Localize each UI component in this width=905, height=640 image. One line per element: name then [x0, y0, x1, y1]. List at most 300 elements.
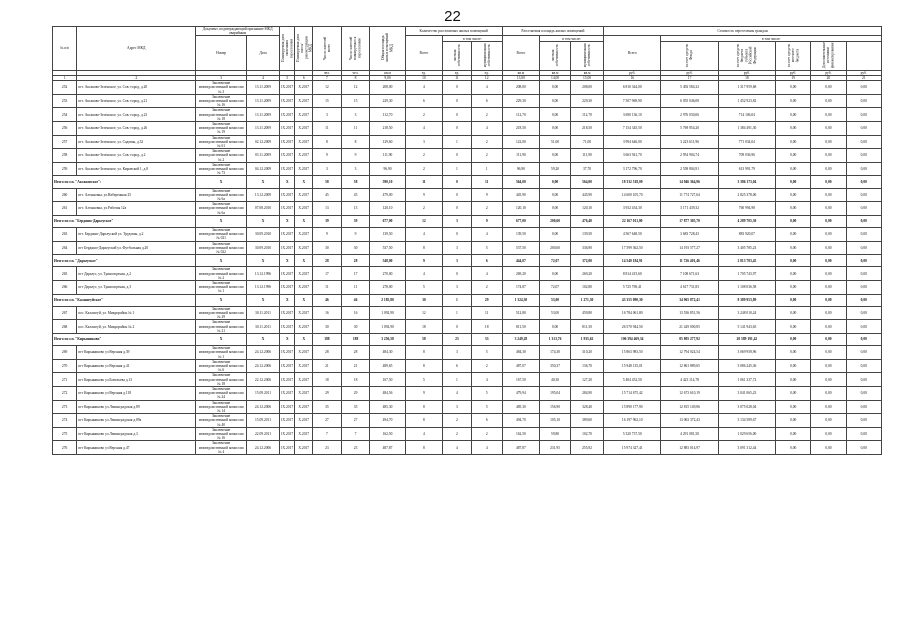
row-plan-demolition: X.2017: [295, 306, 313, 320]
unit-cost-fund: руб.: [661, 70, 718, 75]
row-area-total: 96,90: [502, 162, 539, 176]
row-cost-local: 0,00: [776, 162, 811, 176]
row-count-total: 9: [405, 387, 442, 401]
table-row: [53, 81, 882, 95]
subtotal-label: Итого по г.п. "Калашгуйское": [53, 294, 196, 306]
row-count-municipal: 4: [471, 81, 502, 95]
row-address: пгт. Алтыновка, ул.Набережная 25: [77, 188, 196, 202]
row-count-municipal: 11: [471, 176, 502, 188]
row-cost-extra: 0,00: [811, 359, 846, 373]
row-cost-subject: 3 086 245,36: [718, 359, 775, 373]
row-cost-subject: 760 994,98: [718, 202, 775, 216]
row-residents-plan: 188: [341, 334, 370, 346]
row-total-area: 1 092,90: [370, 306, 405, 320]
row-total-area: 484,56: [370, 387, 405, 401]
row-total-area: 120,10: [370, 202, 405, 216]
row-area-total: 269,20: [502, 267, 539, 281]
row-count-municipal: 2: [471, 359, 502, 373]
header-area-group: Расселяемая площадь жилых помещений: [502, 27, 603, 36]
row-cost-extra: 0,00: [811, 306, 846, 320]
row-number: 252: [53, 81, 77, 95]
row-date: 30.11.2011: [246, 306, 279, 320]
row-document: X: [196, 176, 247, 188]
row-plan-relocation: IX.2017: [280, 81, 295, 95]
row-cost-extra-2: 0,00: [846, 94, 881, 108]
column-number: 5: [280, 75, 295, 80]
row-residents-plan: 9: [341, 227, 370, 241]
row-area-municipal: 476,40: [571, 215, 604, 227]
subtotal-row: [53, 334, 882, 346]
row-count-municipal: 11: [471, 306, 502, 320]
subtotal-label: Итого по г.п. "Кирьяниково": [53, 334, 196, 346]
row-number: 267: [53, 306, 77, 320]
row-cost-subject: 8 389 953,89: [718, 294, 775, 306]
row-count-total: 4: [405, 227, 442, 241]
row-area-municipal: 284,90: [571, 387, 604, 401]
row-residents: 9: [313, 227, 342, 241]
row-cost-subject: 3 041 065,23: [718, 387, 775, 401]
row-cost-extra: 0,00: [811, 227, 846, 241]
row-count-total: 8: [405, 346, 442, 360]
row-count-municipal: 5: [471, 346, 502, 360]
row-area-private: 0,00: [540, 188, 571, 202]
row-area-municipal: 37,70: [571, 162, 604, 176]
row-area-total: 3 249,28: [502, 334, 539, 346]
row-residents-plan: 39: [341, 215, 370, 227]
row-residents: 3: [313, 108, 342, 122]
row-cost-total: 106 394 469,34: [604, 334, 661, 346]
row-number: 275: [53, 427, 77, 441]
row-residents-plan: 46: [341, 294, 370, 306]
row-cost-local: 0,00: [776, 135, 811, 149]
row-count-total: 2: [405, 202, 442, 216]
row-area-municipal: 336,90: [571, 241, 604, 255]
row-count-private: 3: [443, 241, 472, 255]
row-cost-subject: 709 036,96: [718, 149, 775, 163]
header-doc-number: Номер: [196, 36, 247, 70]
row-date: 13.11.2009: [246, 94, 279, 108]
row-count-total: 2: [405, 162, 442, 176]
row-cost-fund: 12 794 024,54: [661, 346, 718, 360]
row-cost-local: 0,00: [776, 81, 811, 95]
header-count-including: в том числе:: [443, 36, 503, 42]
row-document: Заключение межведомственной комиссии № 40: [196, 414, 247, 428]
row-count-total: 58: [405, 334, 442, 346]
row-area-private: 0,00: [540, 227, 571, 241]
row-area-private: 231,95: [540, 441, 571, 455]
row-plan-demolition: X.2017: [295, 373, 313, 387]
row-area-total: 494,70: [502, 414, 539, 428]
header-doc-date: Дата: [246, 36, 279, 70]
header-area-including: в том числе:: [540, 36, 604, 42]
row-count-total: 4: [405, 121, 442, 135]
column-number: 20: [811, 75, 846, 80]
row-document: Заключение межведомственной комиссии № 14: [196, 400, 247, 414]
row-cost-extra-2: 0,00: [846, 373, 881, 387]
row-cost-local: 0,00: [776, 227, 811, 241]
row-count-total: 8: [405, 359, 442, 373]
row-cost-local: 0,00: [776, 215, 811, 227]
row-cost-local: 0,00: [776, 334, 811, 346]
column-number: 1: [53, 75, 77, 80]
row-area-total: 485,30: [502, 400, 539, 414]
row-residents: 188: [313, 334, 342, 346]
table-row: [53, 387, 882, 401]
row-count-municipal: 4: [471, 267, 502, 281]
row-area-private: 156,90: [540, 400, 571, 414]
row-residents-plan: 17: [341, 267, 370, 281]
row-cost-subject: 1 705 743,97: [718, 267, 775, 281]
row-cost-subject: 771 034,04: [718, 135, 775, 149]
row-count-private: 0: [443, 121, 472, 135]
row-address: пгт. Аксаково-Зеленское, ул. Садовая, д.32: [77, 135, 196, 149]
row-cost-total: 7 154 345,50: [604, 121, 661, 135]
row-cost-subject: 4 289 705,30: [718, 215, 775, 227]
row-plan-relocation: IX.2017: [280, 162, 295, 176]
row-residents: 28: [313, 255, 342, 267]
row-total-area: 162,50: [370, 427, 405, 441]
row-residents: 17: [313, 267, 342, 281]
row-cost-extra-2: 0,00: [846, 202, 881, 216]
row-document: Заключение межведомственной комиссии № 18: [196, 108, 247, 122]
table-row: [53, 227, 882, 241]
column-number: 9,00: [370, 75, 405, 80]
row-cost-fund: 13 063 372,43: [661, 414, 718, 428]
row-cost-total: 14 600 105,70: [604, 188, 661, 202]
row-cost-fund: 12 883 014,97: [661, 441, 718, 455]
row-cost-total: 5 320 737,50: [604, 427, 661, 441]
row-cost-local: 0,00: [776, 387, 811, 401]
row-count-total: 5: [405, 280, 442, 294]
row-count-total: 8: [405, 400, 442, 414]
row-cost-subject: 1 452 923,82: [718, 94, 775, 108]
row-residents-plan: 12: [341, 81, 370, 95]
table-row: [53, 427, 882, 441]
row-area-municipal: 102,80: [571, 280, 604, 294]
row-cost-local: 0,00: [776, 359, 811, 373]
column-number: 19: [776, 75, 811, 80]
row-plan-relocation: IX.2017: [280, 135, 295, 149]
row-residents: 7: [313, 427, 342, 441]
unit-count-municipal: ед.: [471, 70, 502, 75]
row-count-total: 2: [405, 149, 442, 163]
column-number: 15,00: [571, 75, 604, 80]
row-residents-plan: 30: [341, 241, 370, 255]
row-count-total: 12: [405, 306, 442, 320]
row-total-area: 167,50: [370, 373, 405, 387]
row-date: 13.12.1996: [246, 267, 279, 281]
row-plan-demolition: X.2017: [295, 441, 313, 455]
row-number: 274: [53, 414, 77, 428]
row-total-area: 489,65: [370, 359, 405, 373]
row-count-total: 9: [405, 188, 442, 202]
row-cost-total: 16 197 962,10: [604, 414, 661, 428]
row-document: Заключение межведомственной комиссии № 18: [196, 373, 247, 387]
row-area-private: 0,00: [540, 320, 571, 334]
row-residents-plan: 11: [341, 280, 370, 294]
row-count-private: 25: [443, 334, 472, 346]
row-count-private: 3: [443, 215, 472, 227]
unit-residents: чел.: [313, 70, 342, 75]
row-date: 22.09.2011: [246, 427, 279, 441]
row-count-private: 0: [443, 176, 472, 188]
row-plan-demolition: X: [295, 255, 313, 267]
row-address: пгт Кирьяниково ул Ленинградская д.89а: [77, 414, 196, 428]
row-count-private: 2: [443, 427, 472, 441]
row-count-total: 8: [405, 441, 442, 455]
row-plan-relocation: IX.2017: [280, 306, 295, 320]
row-plan-relocation: IX.2017: [280, 346, 295, 360]
row-cost-extra: 0,00: [811, 255, 846, 267]
row-count-municipal: 2: [471, 135, 502, 149]
row-cost-extra: 0,00: [811, 373, 846, 387]
row-count-total: 18: [405, 320, 442, 334]
row-total-area: 494,70: [370, 414, 405, 428]
row-area-municipal: 459,80: [571, 306, 604, 320]
row-address: пгт Кирьяниково ул Верхняя д.118: [77, 387, 196, 401]
table-row: [53, 267, 882, 281]
row-count-private: 0: [443, 188, 472, 202]
row-total-area: 548,00: [370, 255, 405, 267]
unit-cost-extra-2: руб.: [846, 70, 881, 75]
row-count-total: 6: [405, 94, 442, 108]
row-count-municipal: 29: [471, 294, 502, 306]
row-count-private: 3: [443, 280, 472, 294]
row-residents: 21: [313, 359, 342, 373]
row-area-total: 162,50: [502, 427, 539, 441]
row-cost-local: 0,00: [776, 94, 811, 108]
header-residents-plan: Число жителей планируемых к переселению: [341, 27, 370, 71]
row-cost-fund: 6 055 046,08: [661, 94, 718, 108]
row-count-municipal: 2: [471, 149, 502, 163]
row-area-private: 195,04: [540, 387, 571, 401]
row-cost-total: 5 725 769,41: [604, 280, 661, 294]
row-cost-extra-2: 0,00: [846, 176, 881, 188]
row-date: X: [246, 176, 279, 188]
row-area-private: 200,60: [540, 215, 571, 227]
row-plan-demolition: X.2017: [295, 320, 313, 334]
row-plan-relocation: IX.2017: [280, 241, 295, 255]
row-area-municipal: 111,90: [571, 149, 604, 163]
row-date: 24.12.2006: [246, 346, 279, 360]
row-area-municipal: 136,70: [571, 359, 604, 373]
row-area-municipal: 328,40: [571, 400, 604, 414]
row-cost-extra-2: 0,00: [846, 400, 881, 414]
row-cost-fund: 12 673 610,19: [661, 387, 718, 401]
row-total-area: 278,00: [370, 280, 405, 294]
row-count-municipal: 6: [471, 255, 502, 267]
row-cost-local: 0,00: [776, 294, 811, 306]
row-total-area: 96,90: [370, 162, 405, 176]
row-area-private: 0,00: [540, 108, 571, 122]
row-plan-demolition: X.2017: [295, 414, 313, 428]
row-area-municipal: 71,00: [571, 135, 604, 149]
row-cost-subject: 3 134 589,67: [718, 414, 775, 428]
row-document: Заключение межведомственной комиссии № 6а: [196, 188, 247, 202]
row-cost-total: 5 484 452,50: [604, 373, 661, 387]
row-cost-extra-2: 0,00: [846, 188, 881, 202]
header-plan-demolition: Планируемая дата сноса/реконструкции МКД: [295, 27, 313, 71]
row-date: X: [246, 215, 279, 227]
row-date: 24.12.2006: [246, 441, 279, 455]
header-area-municipal: муниципальная собственность: [571, 42, 604, 70]
row-cost-local: 0,00: [776, 427, 811, 441]
row-plan-relocation: IX.2017: [280, 202, 295, 216]
row-residents: 58: [313, 176, 342, 188]
row-cost-local: 0,00: [776, 414, 811, 428]
row-cost-fund: 2 558 804,91: [661, 162, 718, 176]
row-area-municipal: 127,20: [571, 373, 604, 387]
row-area-total: 112,70: [502, 108, 539, 122]
table-body: [53, 81, 882, 455]
row-count-private: 3: [443, 346, 472, 360]
row-cost-extra-2: 0,00: [846, 135, 881, 149]
row-cost-extra: 0,00: [811, 149, 846, 163]
row-cost-fund: 4 423 114,78: [661, 373, 718, 387]
row-total-area: 112,70: [370, 108, 405, 122]
row-document: Заключение межведомственной комиссии № 16: [196, 94, 247, 108]
row-document: Заключение межведомственной комиссии № 6а: [196, 202, 247, 216]
row-cost-subject: 5 141 943,65: [718, 320, 775, 334]
row-address: пгт. Алтыновка, ул.Рабочая 12а: [77, 202, 196, 216]
subtotal-row: [53, 176, 882, 188]
row-count-municipal: 6: [471, 94, 502, 108]
row-number: 265: [53, 267, 77, 281]
header-cost-fund: за счет средств Фонда: [661, 42, 718, 70]
row-number: 269: [53, 346, 77, 360]
row-date: 04.12.2009: [246, 162, 279, 176]
row-count-private: 0: [443, 320, 472, 334]
row-cost-fund: 14 193 577,27: [661, 241, 718, 255]
row-count-private: 1: [443, 373, 472, 387]
row-count-total: 4: [405, 81, 442, 95]
header-cost-subject: за счет средств бюджета субъекта Российской Федерации: [718, 42, 775, 70]
row-plan-relocation: X: [280, 255, 295, 267]
row-plan-relocation: IX.2017: [280, 400, 295, 414]
row-plan-relocation: IX.2017: [280, 267, 295, 281]
row-count-private: 2: [443, 414, 472, 428]
row-plan-relocation: IX.2017: [280, 427, 295, 441]
row-plan-demolition: X.2017: [295, 108, 313, 122]
row-residents: 30: [313, 320, 342, 334]
row-plan-relocation: X: [280, 334, 295, 346]
subtotal-row: [53, 294, 882, 306]
row-residents-plan: 15: [341, 94, 370, 108]
row-cost-extra-2: 0,00: [846, 81, 881, 95]
row-cost-extra-2: 0,00: [846, 359, 881, 373]
row-cost-local: 0,00: [776, 176, 811, 188]
row-number: 270: [53, 359, 77, 373]
row-document: Заключение межведомственной комиссии № 022: [196, 241, 247, 255]
row-document: Заключение межведомственной комиссии № 29: [196, 306, 247, 320]
row-residents-plan: 3: [341, 108, 370, 122]
row-cost-fund: 11 774 727,64: [661, 188, 718, 202]
row-number: 260: [53, 188, 77, 202]
header-count-private: частная собственность: [443, 42, 472, 70]
row-cost-extra-2: 0,00: [846, 255, 881, 267]
row-total-area: 677,00: [370, 215, 405, 227]
row-total-area: 139,50: [370, 227, 405, 241]
row-count-municipal: 2: [471, 202, 502, 216]
column-number: 2: [77, 75, 196, 80]
row-number: 271: [53, 373, 77, 387]
row-residents-plan: 18: [341, 373, 370, 387]
row-cost-fund: 17 877 305,70: [661, 215, 718, 227]
row-cost-local: 0,00: [776, 400, 811, 414]
row-area-private: 0,00: [540, 81, 571, 95]
row-cost-subject: 613 991,79: [718, 162, 775, 176]
row-area-municipal: 1 271,30: [571, 294, 604, 306]
row-residents: 9: [313, 149, 342, 163]
row-number: 253: [53, 94, 77, 108]
row-document: Заключение межведомственной комиссии № 3: [196, 81, 247, 95]
row-count-private: 6: [443, 359, 472, 373]
row-residents: 13: [313, 202, 342, 216]
row-count-municipal: 2: [471, 280, 502, 294]
row-area-total: 218,50: [502, 121, 539, 135]
row-plan-demolition: X.2017: [295, 346, 313, 360]
row-address: пгт Бердяшо-Дарьеуской ул. Футбольная д.20: [77, 241, 196, 255]
row-plan-relocation: X: [280, 176, 295, 188]
table-row: [53, 280, 882, 294]
row-date: 13.11.2009: [246, 121, 279, 135]
row-area-total: 120,10: [502, 202, 539, 216]
row-cost-extra: 0,00: [811, 94, 846, 108]
row-cost-subject: 1 029 656,00: [718, 427, 775, 441]
row-total-area: 487,87: [370, 441, 405, 455]
header-cost-group: Стоимость переселения граждан: [604, 27, 882, 36]
column-number: 4: [246, 75, 279, 80]
row-cost-extra: 0,00: [811, 162, 846, 176]
row-cost-fund: 2 954 904,74: [661, 149, 718, 163]
row-number: 266: [53, 280, 77, 294]
row-count-municipal: 9: [471, 215, 502, 227]
row-address: пгт Дарьеус, ул. Транспортная, д.3: [77, 280, 196, 294]
row-residents: 15: [313, 94, 342, 108]
row-cost-extra: 0,00: [811, 267, 846, 281]
row-area-municipal: 445,90: [571, 188, 604, 202]
row-count-private: 0: [443, 94, 472, 108]
header-cost-including: в том числе:: [661, 36, 882, 42]
row-cost-total: 14 540 184,91: [604, 255, 661, 267]
table-row: [53, 162, 882, 176]
row-plan-demolition: X.2017: [295, 81, 313, 95]
table-row: [53, 188, 882, 202]
row-date: 30.11.2011: [246, 320, 279, 334]
table-row: [53, 202, 882, 216]
row-cost-fund: 14 946 364,96: [661, 176, 718, 188]
column-number: 16: [604, 75, 661, 80]
row-area-total: 139,50: [502, 227, 539, 241]
row-area-private: 174,30: [540, 346, 571, 360]
row-total-area: 2 185,80: [370, 294, 405, 306]
row-cost-fund: 4 617 731,83: [661, 280, 718, 294]
row-cost-subject: 20 589 191,42: [718, 334, 775, 346]
row-area-municipal: 208,00: [571, 81, 604, 95]
row-residents-plan: 28: [341, 346, 370, 360]
row-count-total: 5: [405, 373, 442, 387]
row-plan-relocation: IX.2017: [280, 121, 295, 135]
row-date: 03.11.2009: [246, 149, 279, 163]
row-area-private: 72,07: [540, 255, 571, 267]
row-plan-demolition: X.2017: [295, 162, 313, 176]
row-residents-plan: 29: [341, 387, 370, 401]
row-date: 24.12.2006: [246, 400, 279, 414]
row-residents-plan: 35: [341, 400, 370, 414]
row-count-private: 0: [443, 149, 472, 163]
row-plan-demolition: X: [295, 215, 313, 227]
row-address: пгт. Аксаково-Зеленское, ул. Сов.-город, д.21: [77, 94, 196, 108]
